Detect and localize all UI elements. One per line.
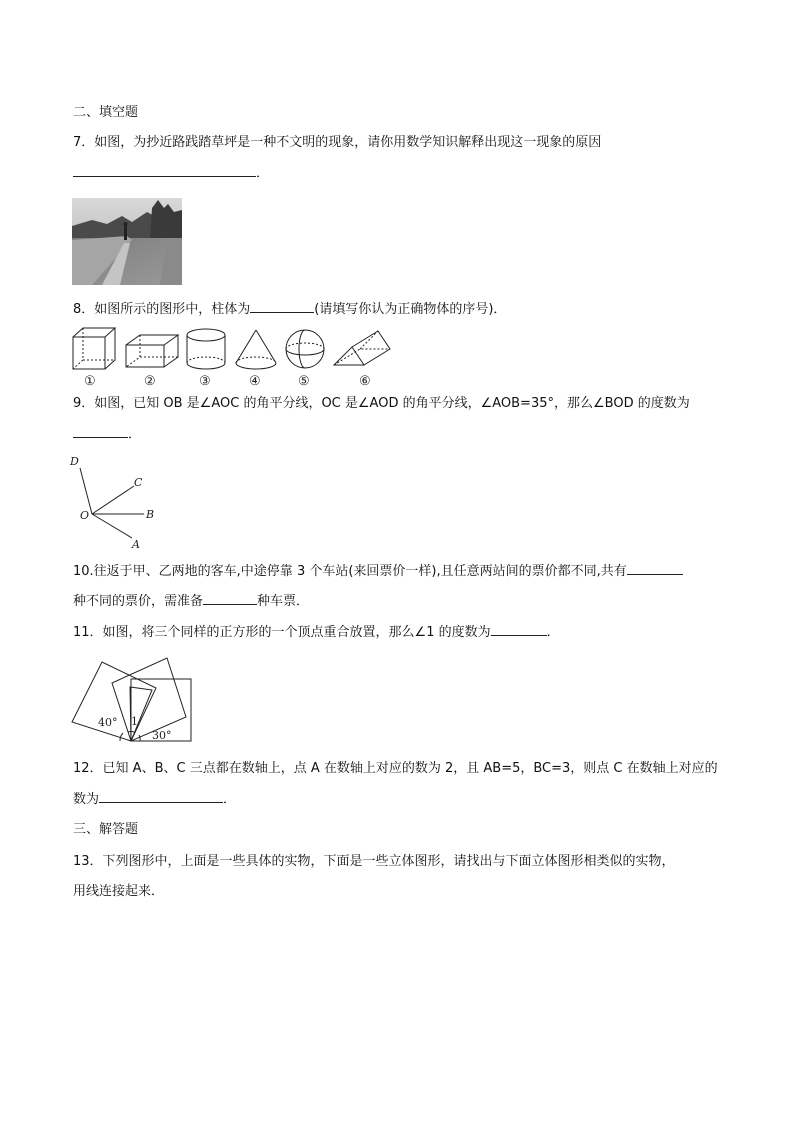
q10-answer-blank-2[interactable] <box>203 592 257 605</box>
cone-shape <box>236 330 276 369</box>
angle-1-label: 1 <box>131 715 138 728</box>
cube-shape <box>73 328 115 369</box>
question-12-line-2 <box>73 790 236 809</box>
q9-end: ． <box>128 427 142 442</box>
solid-label-6: ⑥ <box>359 374 371 389</box>
q7-end: ． <box>256 166 270 181</box>
question-12-line-1 <box>73 760 718 778</box>
section-2-title: 二、填空题 <box>73 105 139 120</box>
solid-label-3: ③ <box>199 374 211 389</box>
sphere-shape <box>286 330 324 368</box>
q9-text: 9．如图，已知 OB 是∠AOC 的角平分线，OC 是∠AOD 的角平分线，∠AOB=35°，那么∠BOD 的度数为 <box>73 396 690 411</box>
section-3-title: 三、解答题 <box>73 822 139 837</box>
solids-figure <box>68 325 398 390</box>
q12-answer-blank[interactable] <box>99 790 223 803</box>
q10-line1: 10.往返于甲、乙两地的客车,中途停靠 3 个车站(来回票价一样),且任意两站间的票价都不同,共有 <box>73 564 627 579</box>
question-9-answer-line <box>73 425 141 444</box>
q12-line1: 12．已知 A、B、C 三点都在数轴上，点 A 在数轴上对应的数为 2，且 AB=5，BC=3，则点 C 在数轴上对应的 <box>73 761 718 776</box>
q8-answer-blank[interactable] <box>250 300 314 313</box>
point-a-label: A <box>132 538 140 550</box>
solid-label-1: ① <box>84 374 96 389</box>
question-13-line-1 <box>73 853 675 871</box>
question-7-answer-line <box>73 164 269 183</box>
question-9-text <box>73 395 690 413</box>
q12-line2: 数为 <box>73 792 100 807</box>
angle-40-label: 40° <box>98 716 118 729</box>
lawn-photo <box>72 198 182 285</box>
question-7-text <box>73 134 601 152</box>
q10-line2-a: 种不同的票价，需准备 <box>73 594 204 609</box>
q12-end: ． <box>223 792 237 807</box>
q9-answer-blank[interactable] <box>73 425 128 438</box>
three-squares-figure <box>68 652 198 747</box>
solid-label-4: ④ <box>249 374 261 389</box>
angle-bisector-figure <box>66 452 166 550</box>
cuboid-shape <box>126 335 178 367</box>
cylinder-shape <box>187 329 225 369</box>
question-8-text <box>73 300 506 319</box>
point-o-label: O <box>80 509 90 522</box>
q11-answer-blank[interactable] <box>491 623 547 636</box>
q11-end: ． <box>546 625 560 640</box>
angle-30-label: 30° <box>152 729 172 742</box>
q10-line2-b: 种车票． <box>257 594 310 609</box>
q13-line1: 13．下列图形中，上面是一些具体的实物，下面是一些立体图形，请找出与下面立体图形相类似的实物， <box>73 854 675 869</box>
solid-label-2: ② <box>144 374 156 389</box>
question-10-line-2 <box>73 592 309 611</box>
solid-label-5: ⑤ <box>298 374 310 389</box>
q10-answer-blank-1[interactable] <box>627 562 683 575</box>
point-b-label: B <box>146 508 155 521</box>
question-13-line-2 <box>73 883 164 901</box>
question-11-text <box>73 623 560 642</box>
point-c-label: C <box>134 476 143 489</box>
q8-text-before: 8．如图所示的图形中，柱体为 <box>73 302 251 317</box>
question-10-line-1 <box>73 562 683 581</box>
q11-text: 11．如图，将三个同样的正方形的一个顶点重合放置，那么∠1 的度数为 <box>73 625 491 640</box>
q8-text-after: (请填写你认为正确物体的序号)． <box>314 302 507 317</box>
triangular-prism-shape <box>334 331 390 365</box>
point-d-label: D <box>70 455 79 468</box>
q7-text: 7．如图，为抄近路践踏草坪是一种不文明的现象，请你用数学知识解释出现这一现象的原因 <box>73 135 602 150</box>
q7-answer-blank[interactable] <box>73 164 256 177</box>
q13-line2: 用线连接起来． <box>73 884 165 899</box>
